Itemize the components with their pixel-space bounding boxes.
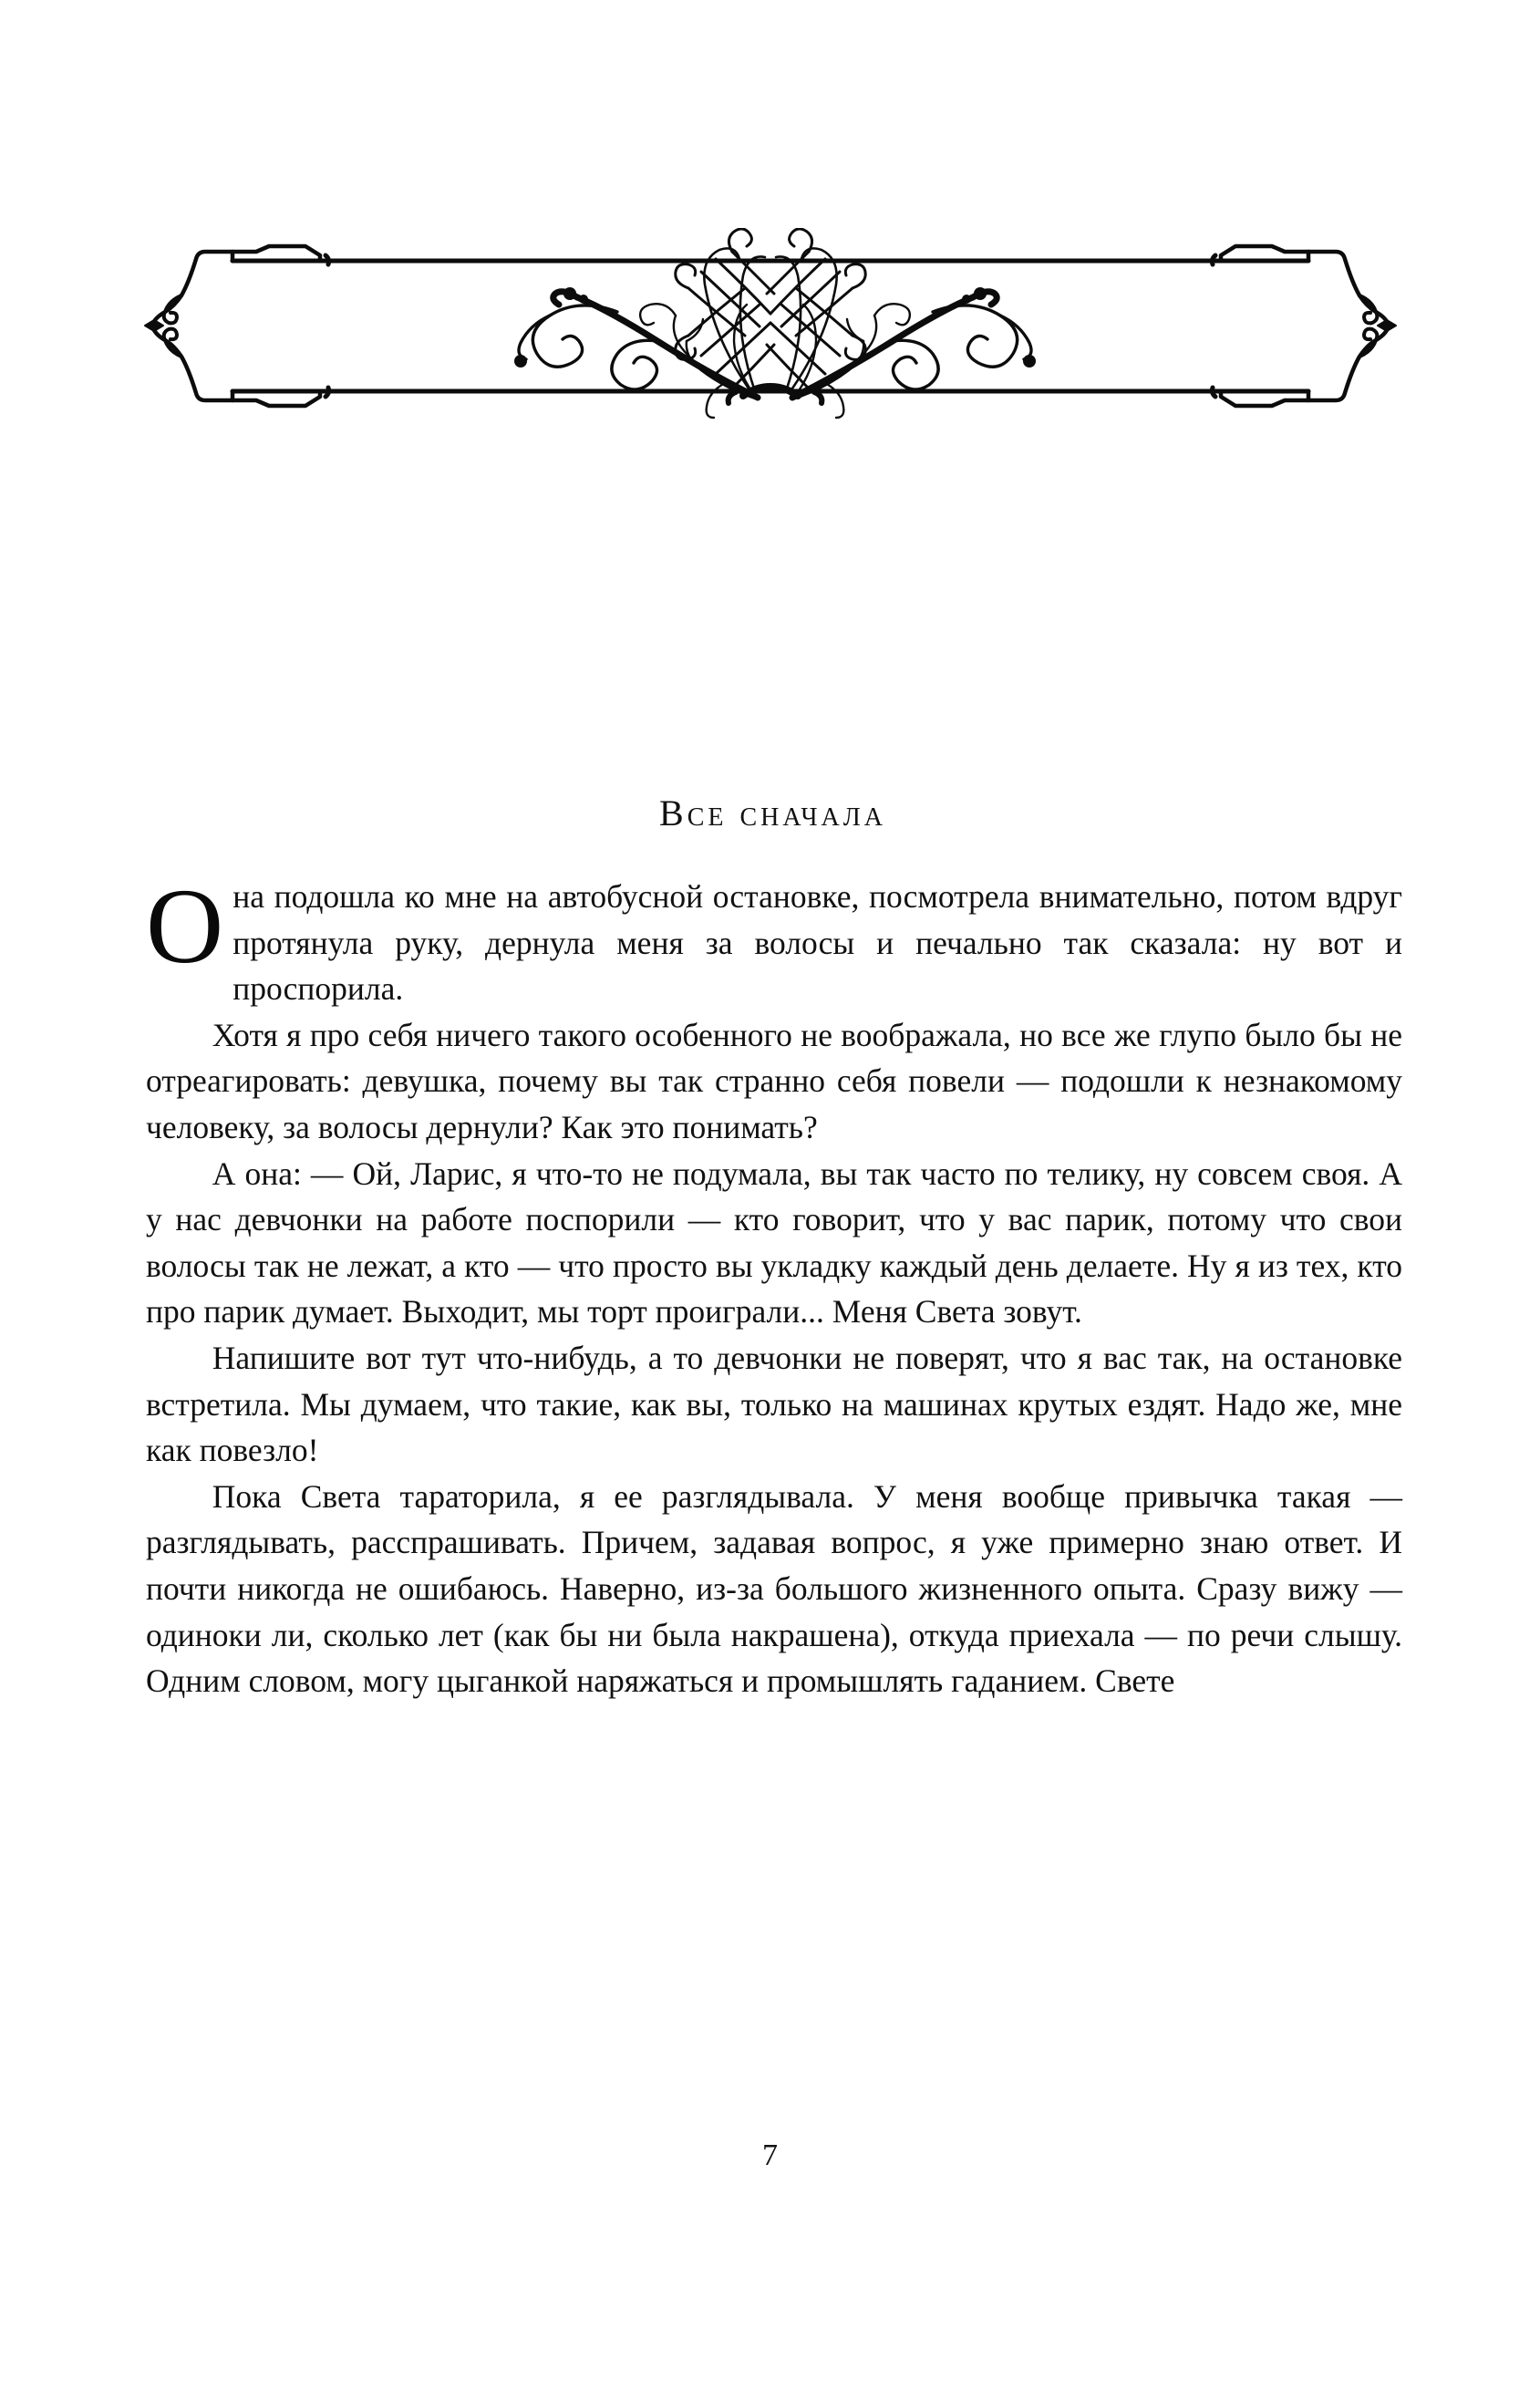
paragraph-2: Хотя я про себя ничего такого особенного не воображала, но все же глупо было бы не отреагировать: девушка, почему вы так странно себя повели — подошли к незнакомому человеку, за волосы дернули? Как это понимать? (146, 1016, 1402, 1145)
drop-cap: О (146, 866, 224, 986)
body-text (146, 866, 1402, 1704)
paragraph-1 (146, 866, 1402, 1012)
paragraph-5: Пока Света тараторила, я ее разглядывала. У меня вообще привычка такая — разглядывать, расспрашивать. Причем, задавая вопрос, я уже примерно знаю ответ. И почти никогда не ошибаюсь. Наверно, из-за большого жизненного опыта. Сразу вижу — одиноки ли, сколько лет (как бы ни была накрашена), откуда приехала — по речи слышу. Одним словом, могу цыганкой наряжаться и промышлять гаданием. Свете (146, 1477, 1402, 1700)
page-number: 7 (762, 2138, 778, 2172)
chapter-title: Все сначала (659, 792, 886, 834)
paragraph-1-text: на подошла ко мне на автобусной остановке, посмотрела внимательно, потом вдруг протянула руку, дернула меня за волосы и печально так сказала: ну вот и проспорила. (233, 878, 1402, 1008)
decorative-header-ornament (141, 228, 1400, 424)
paragraph-3: А она: — Ой, Ларис, я что-то не подумала, вы так часто по телику, ну совсем своя. А у нас девчонки на работе поспорили — кто говорит, что у вас парик, потому что свои волосы так не лежат, а кто — что просто вы укладку каждый день делаете. Ну я из тех, кто про парик думает. Выходит, мы торт проиграли... Меня Света зовут. (146, 1155, 1402, 1331)
paragraph-4: Напишите вот тут что-нибудь, а то девчонки не поверят, что я вас так, на остановке встретила. Мы думаем, что такие, как вы, только на машинах крутых ездят. Надо же, мне как повезло! (146, 1339, 1402, 1469)
